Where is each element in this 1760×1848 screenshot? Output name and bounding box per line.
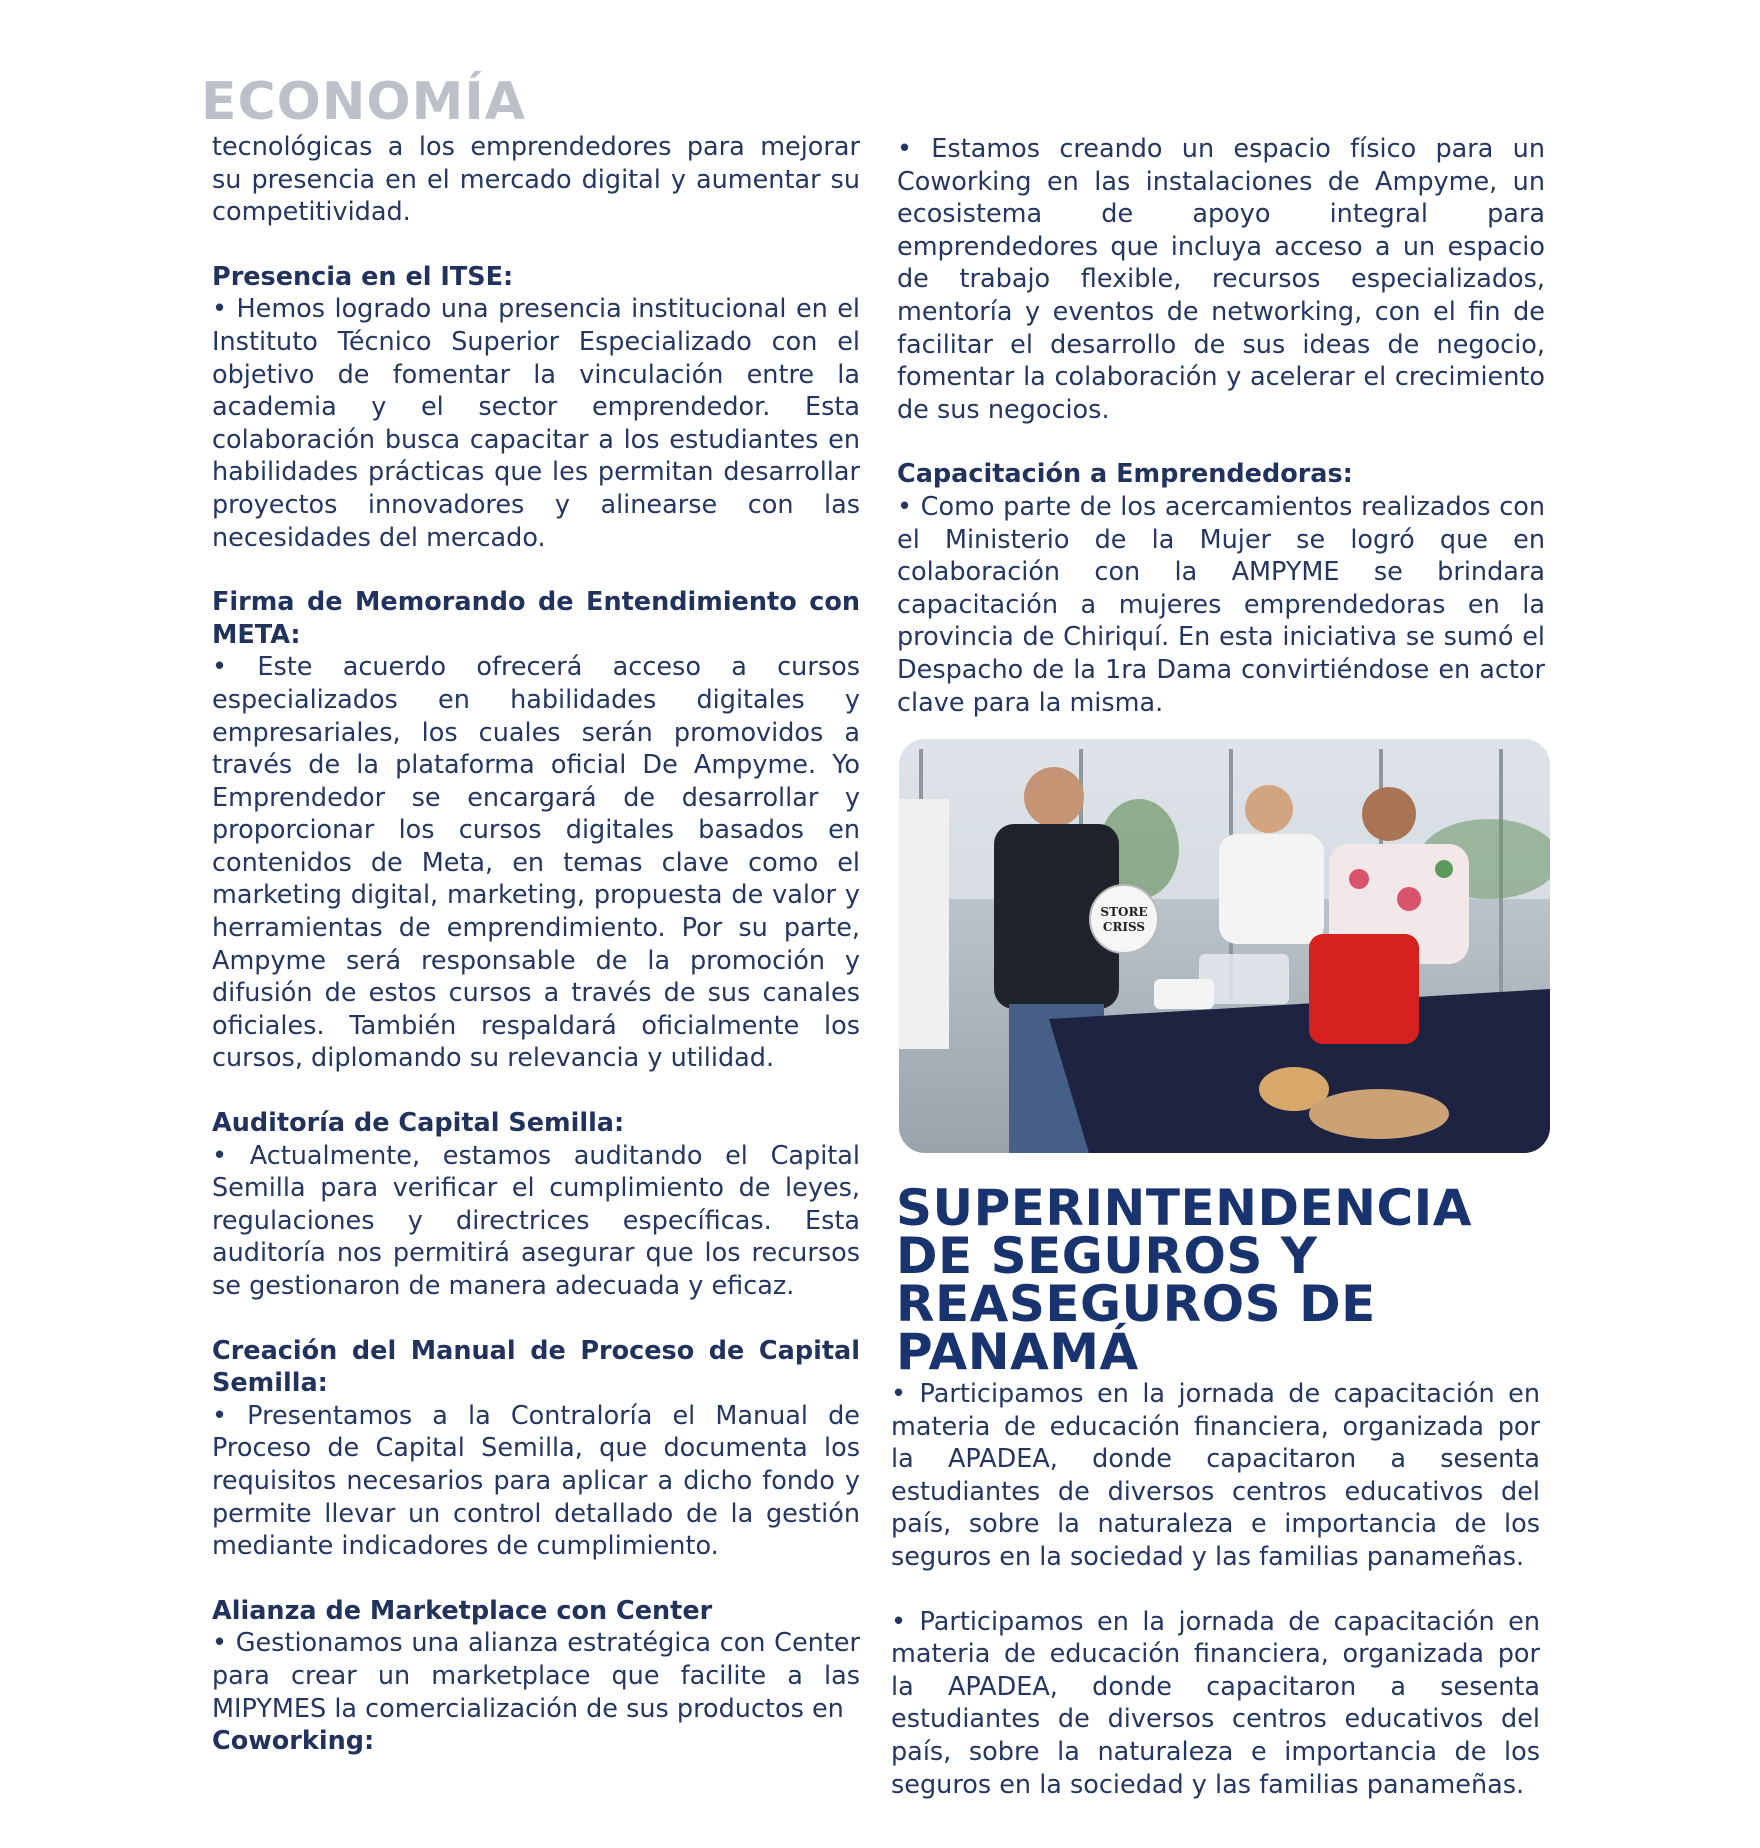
paragraph-gap: [897, 426, 1545, 458]
section-heading: Capacitación a Emprendedoras:: [897, 459, 1353, 490]
body-paragraph: • Hemos logrado una presencia institucional en el Instituto Técnico Superior Especializado con el objetivo de fomentar la vinculación entre la academia y el sector emprendedor. Esta colaboración busca capacitar a los estudiantes en habilidades prácticas que les permitan desarrollar proyectos innovadores y alinearse con las necesidades del mercado.: [212, 294, 860, 553]
superintendencia-title: [896, 1179, 1576, 1381]
body-paragraph: • Participamos en la jornada de capacitación en materia de educación financiera, organizada por la APADEA, donde capacitaron a sesenta estudiantes de diversos centros educativos del país, sobre la naturaleza e importancia de los seguros en la sociedad y las familias panameñas.: [891, 1606, 1540, 1800]
paragraph-gap: [212, 554, 860, 586]
paragraph-gap: [212, 1075, 860, 1107]
body-paragraph: • Actualmente, estamos auditando el Capital Semilla para verificar el cumplimiento de leyes, regulaciones y directrices específicas. Esta auditoría nos permitirá asegurar que los recursos se gestionaron de manera adecuada y eficaz.: [212, 1140, 860, 1301]
body-paragraph: • Como parte de los acercamientos realizados con el Ministerio de la Mujer se logró que en colaboración con la AMPYME se brindara capacitación a mujeres emprendedoras en la provincia de Chiriquí. En esta iniciativa se sumó el Despacho de la 1ra Dama convirtiéndose en actor clave para la misma.: [897, 491, 1545, 718]
body-paragraph: • Participamos en la jornada de capacitación en materia de educación financiera, organizada por la APADEA, donde capacitaron a sesenta estudiantes de diversos centros educativos del país, sobre la naturaleza e importancia de los seguros en la sociedad y las familias panameñas.: [891, 1379, 1540, 1572]
superintendencia-title-line: REASEGUROS DE: [896, 1275, 1376, 1333]
event-photo-illustration: [899, 739, 1550, 1153]
left-column: [212, 131, 860, 1758]
paragraph-gap: [212, 1303, 860, 1335]
paragraph-gap: [212, 229, 860, 261]
section-label: ECONOMÍA: [201, 72, 526, 132]
store-sign-line-2: CRISS: [1102, 920, 1146, 934]
section-heading: Auditoría de Capital Semilla:: [212, 1108, 625, 1139]
body-paragraph: • Gestionamos una alianza estratégica con Center para crear un marketplace que facilite a las MIPYMES la comercialización de sus productos en: [212, 1628, 860, 1724]
store-sign: [1090, 885, 1158, 953]
superintendencia-title-line: DE SEGUROS Y: [896, 1227, 1318, 1285]
event-photo: [899, 739, 1550, 1153]
paragraph-gap: [891, 1574, 1540, 1606]
body-paragraph: • Presentamos a la Contraloría el Manual de Proceso de Capital Semilla, que documenta los requisitos necesarios para aplicar a dicho fondo y permite llevar un control detallado de la gestión mediante indicadores de cumplimiento.: [212, 1400, 860, 1562]
superintendencia-title-line: SUPERINTENDENCIA: [896, 1179, 1472, 1237]
section-heading: Creación del Manual de Proceso de Capital Semilla:: [212, 1335, 860, 1399]
body-paragraph: • Este acuerdo ofrecerá acceso a cursos especializados en habilidades digitales y empresariales, los cuales serán promovidos a través de la plataforma oficial De Ampyme. Yo Emprendedor se encargará de desarrollar y proporcionar los cursos digitales basados en contenidos de Meta, en temas clave como el marketing digital, marketing, propuesta de valor y herramientas de emprendimiento. Por su parte, Ampyme será responsable de la promoción y difusión de estos cursos a través de sus canales oficiales. También respaldará oficialmente los cursos, diplomando su relevancia y utilidad.: [212, 652, 860, 1074]
section-heading: Coworking:: [212, 1726, 375, 1757]
section-heading: Alianza de Marketplace con Center: [212, 1595, 713, 1626]
body-paragraph: tecnológicas a los emprendedores para mejorar su presencia en el mercado digital y aumentar su competitividad.: [212, 132, 860, 228]
superintendencia-title-line: PANAMÁ: [896, 1323, 1139, 1381]
section-heading: Presencia en el ITSE:: [212, 261, 514, 292]
right-column: [897, 133, 1545, 719]
section-heading: Firma de Memorando de Entendimiento con META:: [212, 587, 860, 650]
store-sign-line-1: STORE: [1100, 905, 1148, 919]
superintendencia-body: [891, 1378, 1540, 1801]
paragraph-gap: [212, 1563, 860, 1595]
body-paragraph: • Estamos creando un espacio físico para un Coworking en las instalaciones de Ampyme, un ecosistema de apoyo integral para emprendedores que incluya acceso a un espacio de trabajo flexible, recursos especializados, mentoría y eventos de networking, con el fin de facilitar el desarrollo de sus ideas de negocio, fomentar la colaboración y acelerar el crecimiento de sus negocios.: [897, 134, 1545, 425]
